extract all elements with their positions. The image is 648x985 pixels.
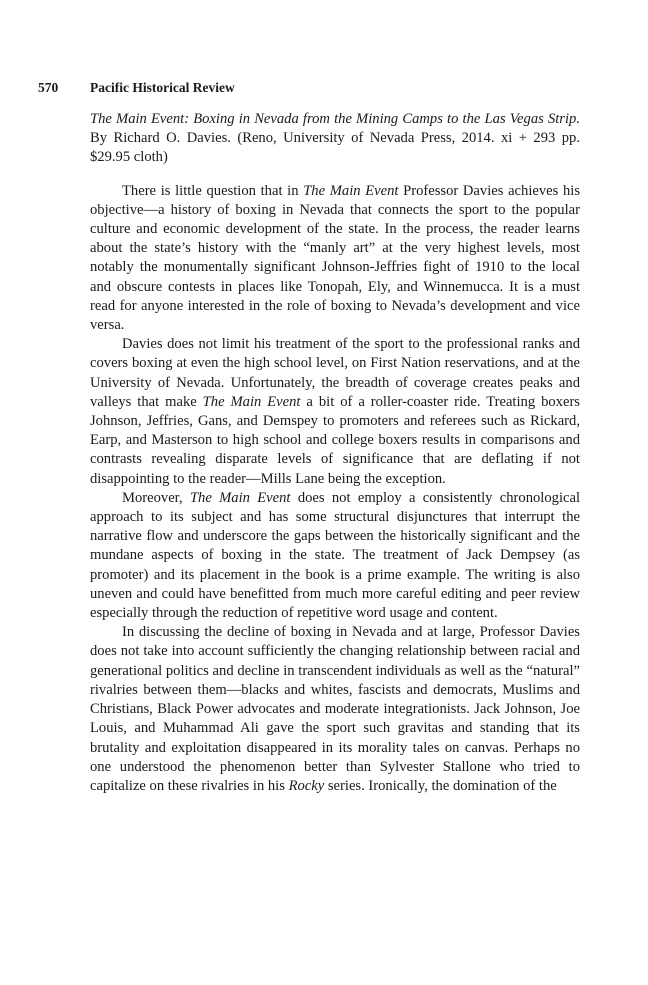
book-title: The Main Event: Boxing in Nevada from the Mining Camps to the Las Vegas Strip. [90, 111, 580, 127]
journal-title: Pacific Historical Review [90, 80, 235, 95]
emphasis-title: The Main Event [303, 182, 399, 199]
emphasis-title: Rocky [288, 777, 325, 794]
paragraph-text: a bit of a roller-coaster ride. Treating boxers Johnson, Jeffries, Gans, and Demspey to promoters and referees such as Rickard, Earp, and Masterson to high school and college boxers results in comparisons and contrasts revealing disparate levels of significance that are deflating if not disappointing to the reader—Mills Lane being the exception. [90, 393, 580, 487]
review-body [90, 110, 580, 796]
paragraph-text: Professor Davies achieves his objective—a history of boxing in Nevada that connects the sport to the popular culture and economic development of the state. In the process, the reader learns about the state’s history with the “manly art” at the very highest levels, most notably the monumentally significant Johnson-Jeffries fight of 1910 to the local and obscure contests in places like Tonopah, Ely, and Winnemucca. It is a must read for anyone interested in the role of boxing to Nevada’s development and vice versa. [90, 182, 581, 334]
paragraph-2 [90, 335, 580, 489]
paragraph-3 [90, 489, 580, 623]
paragraph-text: series. Ironically, the domination of the [324, 777, 557, 794]
emphasis-title: The Main Event [189, 489, 291, 506]
book-details: By Richard O. Davies. (Reno, University of Nevada Press, 2014. xi + 293 pp. $29.95 cloth) [90, 130, 580, 166]
book-citation [90, 110, 580, 168]
paragraph-text: Davies does not limit his treatment of the sport to the professional ranks and covers boxing at even the high school level, on First Nation reservations, and at the University of Nevada. Unfortunately, the breadth of coverage creates peaks and valleys that make [90, 336, 580, 410]
paragraph-text: There is little question that in [122, 182, 304, 199]
page-number: 570 [38, 80, 59, 95]
paragraph-text: does not employ a consistently chronological approach to its subject and has some structural disjunctures that interrupt the narrative flow and underscore the gaps between the historically significant and the mundane aspects of boxing in the state. The treatment of Jack Dempsey (as promoter) and its placement in the book is a prime example. The writing is also uneven and could have benefitted from much more careful editing and peer review especially through the reduction of repetitive word usage and content. [90, 489, 581, 622]
paragraph-4 [90, 623, 580, 796]
paragraph-text: In discussing the decline of boxing in Nevada and at large, Professor Davies does not take into account sufficiently the changing relationship between racial and generational politics and decline in transcendent individuals as well as the “natural” rivalries between them—blacks and whites, fascists and democrats, Muslims and Christians, Black Power advocates and moderate integrationists. Jack Johnson, Joe Louis, and Muhammad Ali gave the sport such gravitas and standing that its brutality and exploitation disappeared in its morality tales on canvas. Perhaps no one understood the phenomenon better than Sylvester Stallone who tried to capitalize on these rivalries in his [90, 624, 580, 794]
paragraph-text: Moreover, [122, 489, 190, 506]
emphasis-title: The Main Event [202, 393, 301, 410]
paragraph-1 [90, 182, 580, 336]
running-head [38, 80, 235, 96]
